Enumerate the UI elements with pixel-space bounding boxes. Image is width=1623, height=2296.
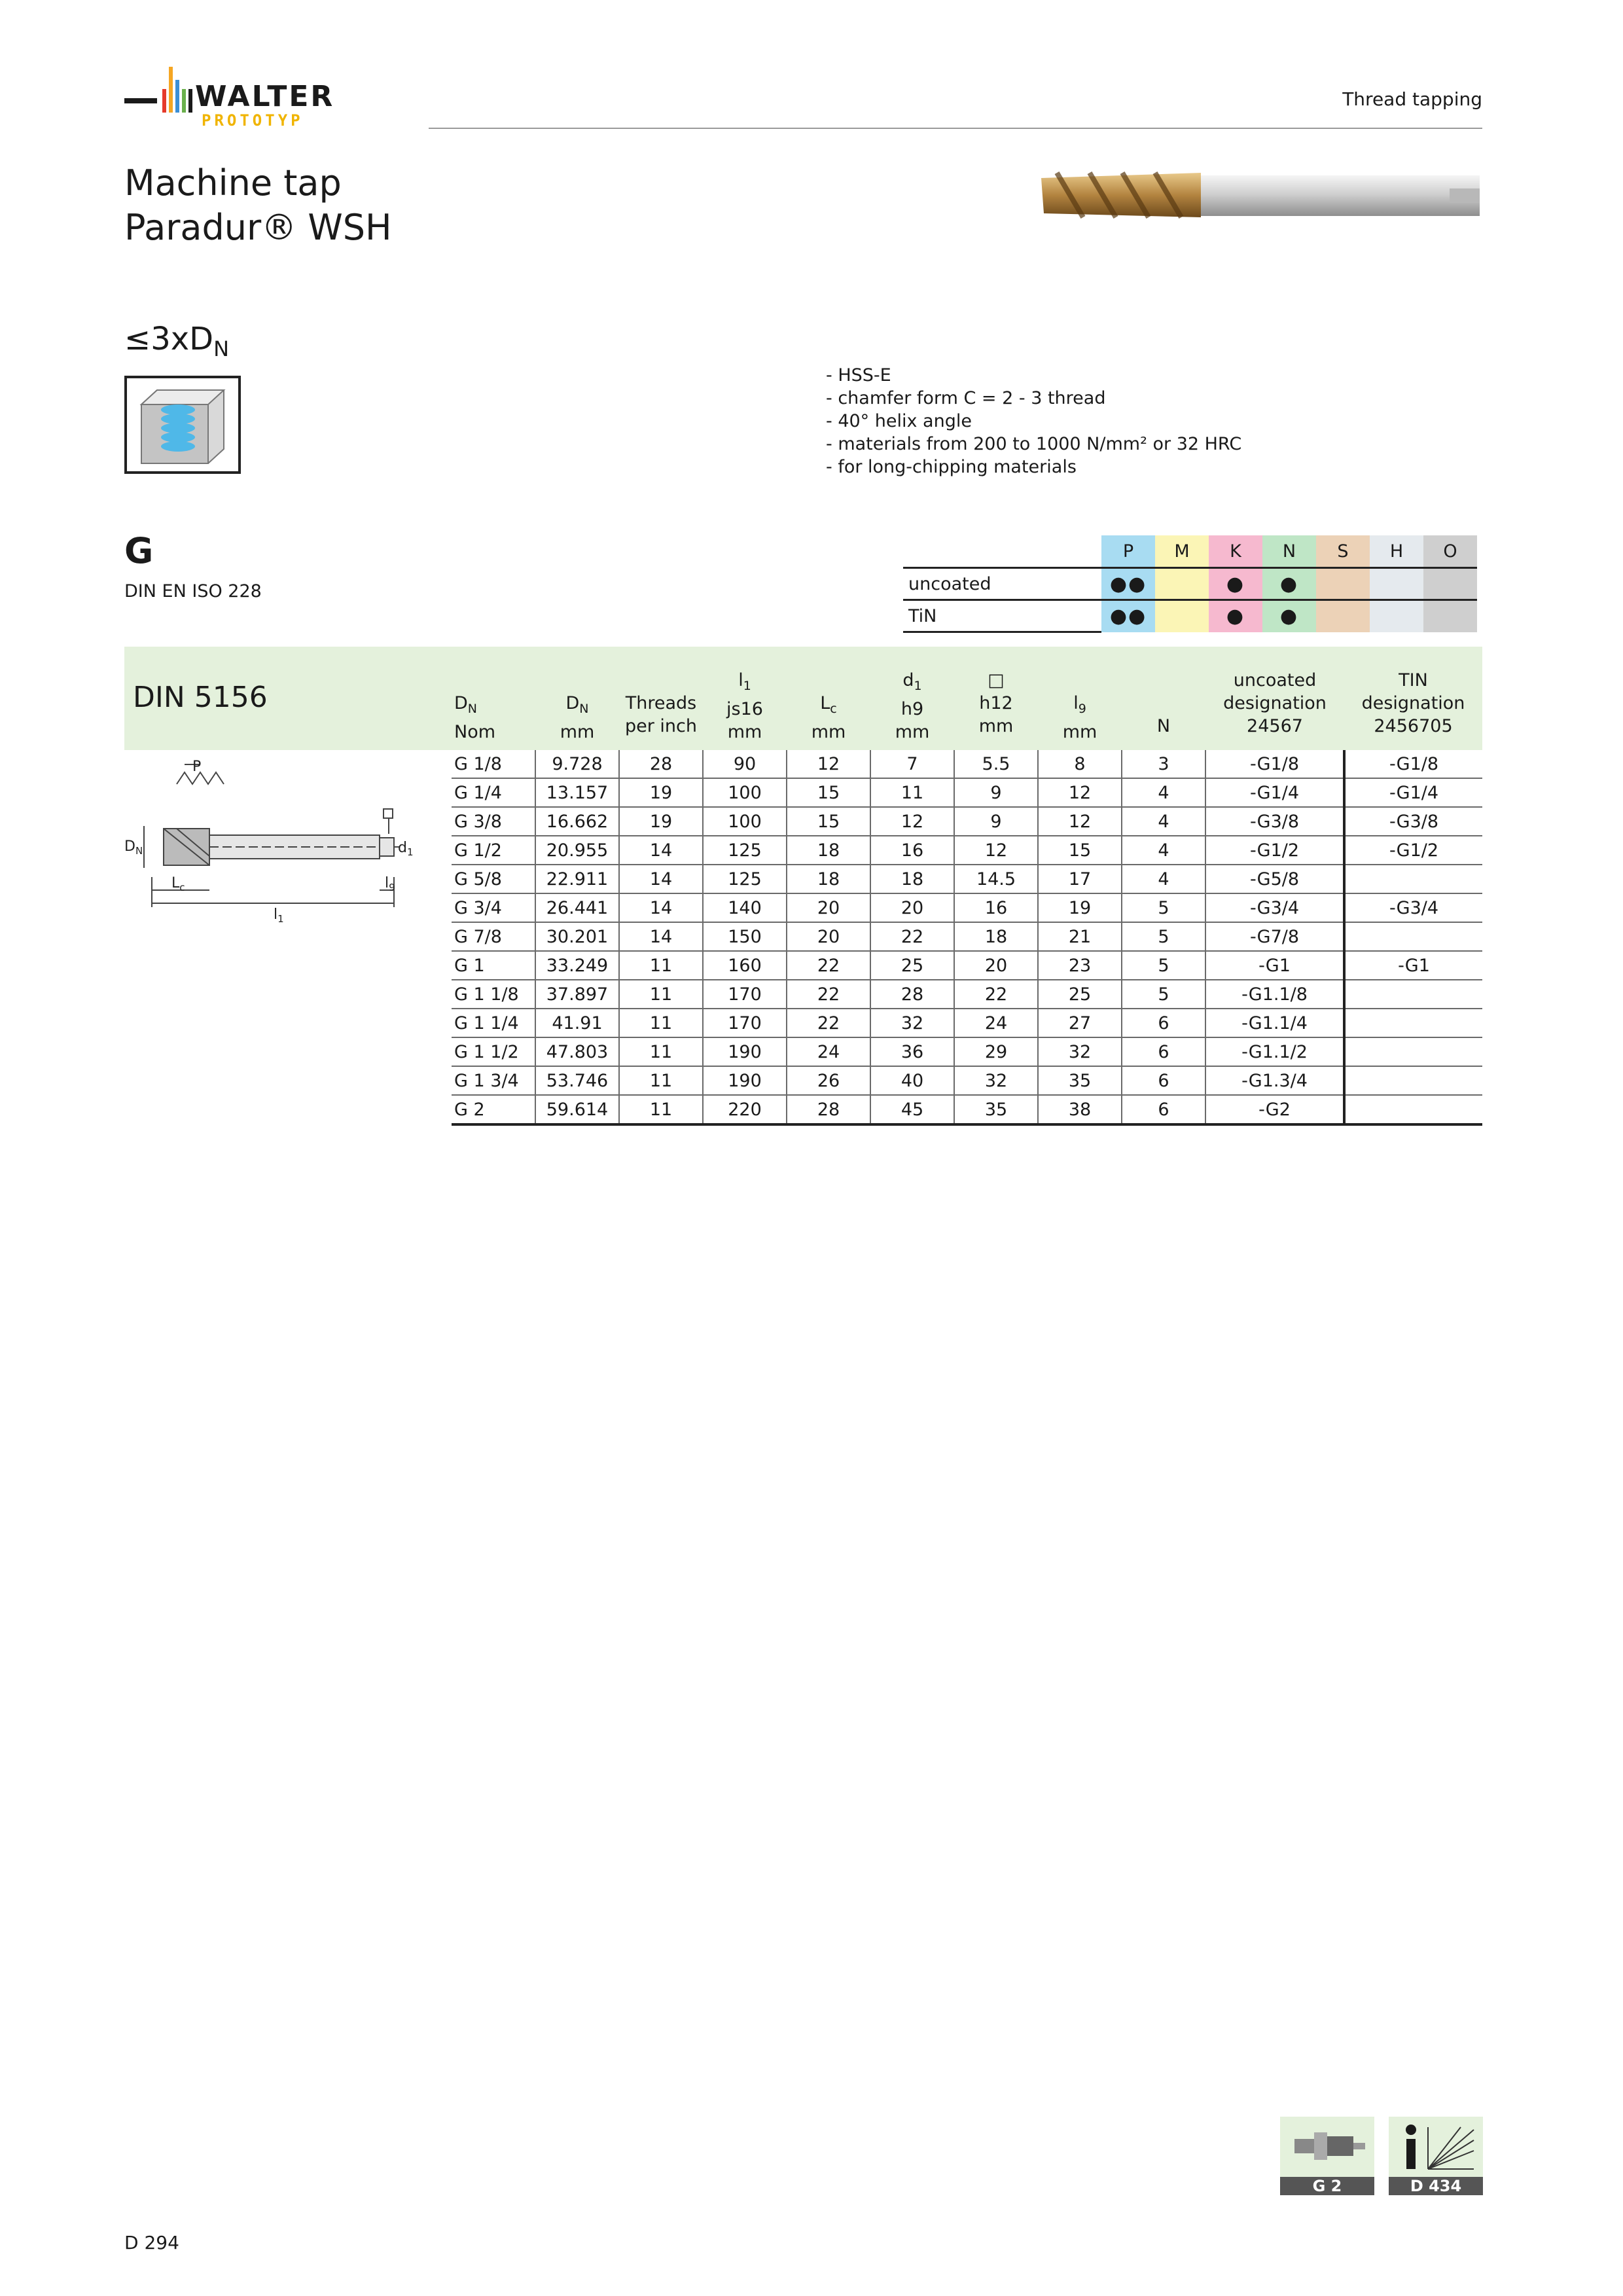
cell-n: 4 [1122, 807, 1205, 836]
cell-dn-nom: G 3/4 [452, 893, 535, 922]
cell-tin-designation [1344, 980, 1482, 1009]
din-standard-label: DIN 5156 [133, 681, 268, 714]
cell-n: 6 [1122, 1066, 1205, 1095]
suitability-mark [1316, 568, 1370, 600]
cell-dn-nom: G 5/8 [452, 865, 535, 893]
cell-lc: 12 [787, 750, 870, 778]
suitability-mark: ● [1262, 568, 1316, 600]
cell-threads: 14 [619, 893, 703, 922]
cell-d1: 36 [870, 1037, 954, 1066]
cell-uncoated-designation: -G1/8 [1205, 750, 1344, 778]
cell-n: 6 [1122, 1009, 1205, 1037]
cell-l9: 23 [1038, 951, 1122, 980]
cell-threads: 14 [619, 836, 703, 865]
cell-tin-designation: -G1/8 [1344, 750, 1482, 778]
cell-uncoated-designation: -G1.1/8 [1205, 980, 1344, 1009]
cell-uncoated-designation: -G5/8 [1205, 865, 1344, 893]
cell-d1: 28 [870, 980, 954, 1009]
material-group-p: P [1101, 535, 1155, 568]
cell-d1: 11 [870, 778, 954, 807]
table-row [452, 951, 1482, 980]
cell-threads: 19 [619, 778, 703, 807]
brand-name: WALTER [195, 80, 335, 113]
ref-label: D 434 [1389, 2177, 1483, 2195]
cell-tin-designation [1344, 1095, 1482, 1124]
cell-lc: 22 [787, 1009, 870, 1037]
table-row [452, 980, 1482, 1009]
cell-n: 5 [1122, 951, 1205, 980]
material-table [903, 535, 1477, 633]
cell-dn-nom: G 1 1/8 [452, 980, 535, 1009]
cell-l1: 220 [703, 1095, 787, 1124]
cell-l1: 125 [703, 865, 787, 893]
cell-n: 6 [1122, 1095, 1205, 1124]
suitability-mark [1370, 568, 1423, 600]
suitability-mark [1423, 568, 1477, 600]
cell-dn-mm: 59.614 [535, 1095, 619, 1124]
cell-dn-nom: G 2 [452, 1095, 535, 1124]
material-row-tin [903, 600, 1477, 632]
cell-dn-mm: 16.662 [535, 807, 619, 836]
cell-square: 14.5 [954, 865, 1038, 893]
feature-item: - for long-chipping materials [826, 456, 1241, 478]
cell-d1: 20 [870, 893, 954, 922]
table-row [452, 1066, 1482, 1095]
cell-d1: 22 [870, 922, 954, 951]
cell-n: 4 [1122, 778, 1205, 807]
svg-text:DN: $D_N$ [124, 838, 143, 857]
material-group-o: O [1423, 535, 1477, 568]
cell-dn-mm: 53.746 [535, 1066, 619, 1095]
cell-tin-designation: -G1 [1344, 951, 1482, 980]
cell-uncoated-designation: -G1.1/2 [1205, 1037, 1344, 1066]
cell-n: 4 [1122, 836, 1205, 865]
cell-square: 16 [954, 893, 1038, 922]
col-header-n: N [1156, 716, 1171, 736]
svg-text:l9: $l_9$ [385, 875, 395, 893]
cell-l1: 170 [703, 1009, 787, 1037]
cell-l1: 90 [703, 750, 787, 778]
brand-logo [124, 60, 399, 132]
cell-dn-nom: G 1/8 [452, 750, 535, 778]
cell-d1: 45 [870, 1095, 954, 1124]
cell-n: 6 [1122, 1037, 1205, 1066]
suitability-mark [1155, 568, 1209, 600]
tap-dimension-diagram [124, 753, 412, 923]
cell-square: 32 [954, 1066, 1038, 1095]
cell-n: 5 [1122, 893, 1205, 922]
material-group-h: H [1370, 535, 1423, 568]
cell-l1: 190 [703, 1037, 787, 1066]
product-title [124, 161, 392, 250]
suitability-mark [1423, 600, 1477, 632]
feature-item: - materials from 200 to 1000 N/mm² or 32 HRC [826, 433, 1241, 456]
table-row [452, 807, 1482, 836]
suitability-mark [1370, 600, 1423, 632]
cell-square: 29 [954, 1037, 1038, 1066]
table-row [452, 778, 1482, 807]
cell-l1: 100 [703, 778, 787, 807]
cell-dn-nom: G 7/8 [452, 922, 535, 951]
feature-item: - chamfer form C = 2 - 3 thread [826, 387, 1241, 410]
cell-dn-mm: 9.728 [535, 750, 619, 778]
cell-l9: 19 [1038, 893, 1122, 922]
table-row [452, 865, 1482, 893]
cell-threads: 11 [619, 1009, 703, 1037]
table-row [452, 1095, 1482, 1124]
cell-dn-mm: 30.201 [535, 922, 619, 951]
cell-dn-nom: G 3/8 [452, 807, 535, 836]
cell-lc: 22 [787, 951, 870, 980]
cell-dn-mm: 41.91 [535, 1009, 619, 1037]
cell-tin-designation [1344, 865, 1482, 893]
cell-dn-nom: G 1/4 [452, 778, 535, 807]
cell-tin-designation [1344, 922, 1482, 951]
table-row [452, 836, 1482, 865]
cell-square: 9 [954, 807, 1038, 836]
cell-l9: 15 [1038, 836, 1122, 865]
cell-d1: 12 [870, 807, 954, 836]
col-header-d1: $d_1$ h9 mm [895, 670, 930, 742]
cell-threads: 11 [619, 1095, 703, 1124]
cell-threads: 14 [619, 865, 703, 893]
cell-square: 35 [954, 1095, 1038, 1124]
cell-dn-nom: G 1/2 [452, 836, 535, 865]
thread-standard: DIN EN ISO 228 [124, 581, 262, 601]
cell-l1: 150 [703, 922, 787, 951]
ref-icon-info[interactable] [1389, 2117, 1483, 2195]
cell-l1: 125 [703, 836, 787, 865]
cell-dn-nom: G 1 [452, 951, 535, 980]
table-row [452, 1009, 1482, 1037]
material-group-s: S [1316, 535, 1370, 568]
cell-threads: 11 [619, 951, 703, 980]
cell-dn-nom: G 1 3/4 [452, 1066, 535, 1095]
cell-d1: 32 [870, 1009, 954, 1037]
cell-uncoated-designation: -G1.1/4 [1205, 1009, 1344, 1037]
cell-uncoated-designation: -G7/8 [1205, 922, 1344, 951]
cell-tin-designation: -G1/4 [1344, 778, 1482, 807]
cell-n: 3 [1122, 750, 1205, 778]
material-group-k: K [1209, 535, 1262, 568]
cell-uncoated-designation: -G2 [1205, 1095, 1344, 1124]
cell-dn-nom: G 1 1/4 [452, 1009, 535, 1037]
cell-tin-designation [1344, 1037, 1482, 1066]
cell-l1: 140 [703, 893, 787, 922]
col-header-l1: $l_1$ js16 mm [726, 670, 763, 742]
header-divider [429, 128, 1482, 129]
cell-lc: 22 [787, 980, 870, 1009]
svg-text:P: P [192, 759, 202, 775]
feature-item: - 40° helix angle [826, 410, 1241, 433]
cell-l1: 100 [703, 807, 787, 836]
dimension-table [452, 750, 1482, 1126]
cell-tin-designation: -G3/8 [1344, 807, 1482, 836]
material-group-n: N [1262, 535, 1316, 568]
cell-lc: 24 [787, 1037, 870, 1066]
cell-tin-designation [1344, 1066, 1482, 1095]
cell-uncoated-designation: -G1/4 [1205, 778, 1344, 807]
cell-n: 5 [1122, 980, 1205, 1009]
cell-l9: 38 [1038, 1095, 1122, 1124]
svg-text:l1: $l_1$ [274, 906, 284, 925]
cell-l1: 190 [703, 1066, 787, 1095]
cell-uncoated-designation: -G1.3/4 [1205, 1066, 1344, 1095]
col-header-dn-mm: $D_N$ mm [560, 693, 595, 742]
cell-lc: 15 [787, 807, 870, 836]
col-header-threads: Threads per inch [624, 693, 697, 736]
svg-text:Lc: $L_c$ [171, 875, 185, 893]
blind-hole-icon [124, 376, 241, 474]
cell-lc: 20 [787, 922, 870, 951]
cell-square: 20 [954, 951, 1038, 980]
cell-dn-mm: 13.157 [535, 778, 619, 807]
cell-tin-designation: -G1/2 [1344, 836, 1482, 865]
column-headers [452, 669, 1482, 747]
suitability-mark: ● [1209, 600, 1262, 632]
suitability-mark: ● [1209, 568, 1262, 600]
cell-l9: 12 [1038, 807, 1122, 836]
cell-d1: 40 [870, 1066, 954, 1095]
product-title-line2: Paradur® WSH [124, 207, 392, 248]
cell-l1: 170 [703, 980, 787, 1009]
cell-uncoated-designation: -G1 [1205, 951, 1344, 980]
cell-uncoated-designation: -G3/8 [1205, 807, 1344, 836]
cell-d1: 7 [870, 750, 954, 778]
cell-l9: 12 [1038, 778, 1122, 807]
cell-threads: 19 [619, 807, 703, 836]
col-header-square: □ h12 mm [978, 670, 1014, 736]
material-row-uncoated [903, 568, 1477, 600]
cell-threads: 11 [619, 1037, 703, 1066]
cell-square: 24 [954, 1009, 1038, 1037]
svg-text:d1: $d_1$ [398, 840, 414, 858]
cell-square: 18 [954, 922, 1038, 951]
cell-lc: 28 [787, 1095, 870, 1124]
ref-icon-holder[interactable] [1280, 2117, 1374, 2195]
col-header-dn-nom: $D_N$ Nom [454, 693, 496, 742]
cell-threads: 11 [619, 1066, 703, 1095]
cell-l9: 17 [1038, 865, 1122, 893]
suitability-mark: ●● [1101, 600, 1155, 632]
suitability-mark: ●● [1101, 568, 1155, 600]
feature-list [826, 364, 1241, 478]
table-row [452, 922, 1482, 951]
suitability-mark [1155, 600, 1209, 632]
cell-lc: 26 [787, 1066, 870, 1095]
feature-item: - HSS-E [826, 364, 1241, 387]
cell-tin-designation [1344, 1009, 1482, 1037]
machine-tap-image [1037, 165, 1482, 228]
table-row [452, 893, 1482, 922]
cell-l9: 25 [1038, 980, 1122, 1009]
cell-square: 12 [954, 836, 1038, 865]
cell-square: 5.5 [954, 750, 1038, 778]
table-row [452, 750, 1482, 778]
suitability-mark [1316, 600, 1370, 632]
cell-l9: 32 [1038, 1037, 1122, 1066]
cell-threads: 11 [619, 980, 703, 1009]
cell-n: 4 [1122, 865, 1205, 893]
col-header-tin: TIN designation 2456705 [1361, 670, 1465, 736]
col-header-l9: $l_9$ mm [1062, 693, 1097, 742]
table-row [452, 1037, 1482, 1066]
cell-tin-designation: -G3/4 [1344, 893, 1482, 922]
cell-dn-mm: 22.911 [535, 865, 619, 893]
cell-l1: 160 [703, 951, 787, 980]
suitability-mark: ● [1262, 600, 1316, 632]
cell-dn-mm: 37.897 [535, 980, 619, 1009]
depth-label: $\le 3xD_N$ [124, 321, 230, 361]
cell-lc: 20 [787, 893, 870, 922]
cell-n: 5 [1122, 922, 1205, 951]
cell-lc: 15 [787, 778, 870, 807]
col-header-lc: $L_c$ mm [811, 693, 846, 742]
cell-square: 9 [954, 778, 1038, 807]
cell-dn-nom: G 1 1/2 [452, 1037, 535, 1066]
coating-label: uncoated [903, 568, 1101, 600]
section-title: Thread tapping [1342, 88, 1482, 110]
col-header-uncoated: uncoated designation 24567 [1223, 670, 1327, 736]
cell-threads: 14 [619, 922, 703, 951]
material-group-m: M [1155, 535, 1209, 568]
brand-subname: PROTOTYP [202, 111, 304, 130]
cell-square: 22 [954, 980, 1038, 1009]
ref-label: G 2 [1280, 2177, 1374, 2195]
cell-l9: 8 [1038, 750, 1122, 778]
thread-type: G [124, 530, 154, 571]
cell-l9: 21 [1038, 922, 1122, 951]
page-number: D 294 [124, 2232, 179, 2253]
cell-d1: 25 [870, 951, 954, 980]
coating-label: TiN [903, 600, 1101, 632]
cell-uncoated-designation: -G1/2 [1205, 836, 1344, 865]
cell-d1: 18 [870, 865, 954, 893]
cell-threads: 28 [619, 750, 703, 778]
cell-dn-mm: 33.249 [535, 951, 619, 980]
product-title-line1: Machine tap [124, 162, 342, 204]
cell-lc: 18 [787, 836, 870, 865]
cell-d1: 16 [870, 836, 954, 865]
cell-dn-mm: 26.441 [535, 893, 619, 922]
cell-lc: 18 [787, 865, 870, 893]
cell-uncoated-designation: -G3/4 [1205, 893, 1344, 922]
cell-l9: 27 [1038, 1009, 1122, 1037]
cell-dn-mm: 47.803 [535, 1037, 619, 1066]
cell-l9: 35 [1038, 1066, 1122, 1095]
cell-dn-mm: 20.955 [535, 836, 619, 865]
